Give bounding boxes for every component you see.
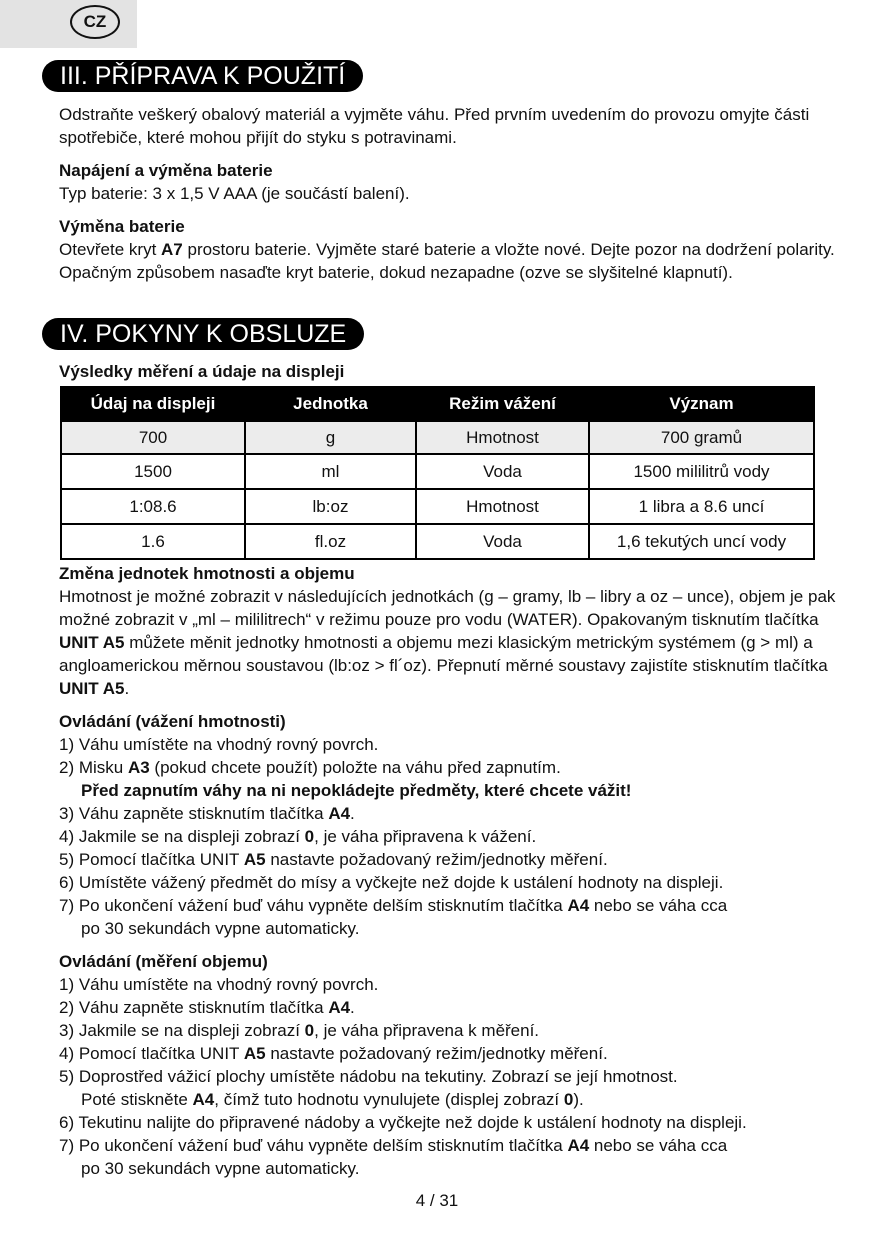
volume-step: 1) Váhu umístěte na vhodný rovný povrch.	[59, 975, 379, 994]
table-cell: 700	[61, 421, 245, 454]
table-row	[61, 421, 814, 454]
units-heading: Změna jednotek hmotnosti a objemu	[59, 564, 355, 583]
results-heading-wrap	[59, 360, 844, 383]
table-cell: 1:08.6	[61, 489, 245, 524]
table-cell: fl.oz	[245, 524, 416, 559]
weigh-heading: Ovládání (vážení hmotnosti)	[59, 712, 286, 731]
volume-step-cont: po 30 sekundách vypne automaticky.	[81, 1159, 360, 1178]
weigh-step: 4) Jakmile se na displeji zobrazí 0, je váha připravena k vážení.	[59, 827, 537, 846]
volume-step: 2) Váhu zapněte stisknutím tlačítka A4.	[59, 998, 355, 1017]
page-number: 4 / 31	[415, 1191, 459, 1210]
battery-heading: Výměna baterie	[59, 217, 185, 236]
weigh-step: 1) Váhu umístěte na vhodný rovný povrch.	[59, 735, 379, 754]
weigh-step: 5) Pomocí tlačítka UNIT A5 nastavte požadovaný režim/jednotky měření.	[59, 850, 608, 869]
volume-step: 5) Doprostřed vážicí plochy umístěte nádobu na tekutiny. Zobrazí se její hmotnost.	[59, 1067, 678, 1086]
table-row	[61, 454, 814, 489]
section-3-title: III. PŘÍPRAVA K POUŽITÍ	[42, 60, 363, 92]
table-cell: Hmotnost	[416, 421, 589, 454]
table-cell: 1500	[61, 454, 245, 489]
table-cell: g	[245, 421, 416, 454]
table-row	[61, 524, 814, 559]
section-4-body	[59, 562, 839, 1180]
volume-step-cont: Poté stiskněte A4, čímž tuto hodnotu vynulujete (displej zobrazí 0).	[81, 1090, 584, 1109]
battery-text: Otevřete kryt A7 prostoru baterie. Vyjměte staré baterie a vložte nové. Dejte pozor na dodržení polarity. Opačným způsobem nasaďte kryt baterie, dokud nezapadne (ozve se slyšitelné klapnutí).	[59, 240, 835, 282]
units-text: Hmotnost je možné zobrazit v následujících jednotkách (g – gramy, lb – libry a oz – unce), objem je pak možné zobrazit v „ml – mililitrech“ v režimu pouze pro vodu (WATER). Opakovaným tisknutím tlačítka UNIT A5 můžete měnit jednotky hmotnosti a objemu mezi klasickým metrickým systémem (g > ml) a angloamerickou měrnou soustavou (lb:oz > fl´oz). Přepnutí měrné soustavy zajistíte stisknutím tlačítka UNIT A5.	[59, 587, 836, 698]
table-cell: Voda	[416, 524, 589, 559]
table-cell: 1 libra a 8.6 uncí	[589, 489, 814, 524]
volume-heading: Ovládání (měření objemu)	[59, 952, 268, 971]
volume-step: 6) Tekutinu nalijte do připravené nádoby a vyčkejte než dojde k ustálení hodnoty na displeji.	[59, 1113, 747, 1132]
table-cell: 1500 mililitrů vody	[589, 454, 814, 489]
table-header: Údaj na displeji	[61, 387, 245, 421]
weigh-step: 2) Misku A3 (pokud chcete použít) položte na váhu před zapnutím.	[59, 758, 561, 777]
table-cell: 700 gramů	[589, 421, 814, 454]
table-cell: 1.6	[61, 524, 245, 559]
table-cell: Voda	[416, 454, 589, 489]
results-heading: Výsledky měření a údaje na displeji	[59, 362, 345, 381]
volume-step: 4) Pomocí tlačítka UNIT A5 nastavte požadovaný režim/jednotky měření.	[59, 1044, 608, 1063]
display-table	[60, 386, 815, 560]
language-tab	[0, 0, 137, 48]
intro-paragraph: Odstraňte veškerý obalový materiál a vyjměte váhu. Před prvním uvedením do provozu omyjte části spotřebiče, které mohou přijít do styku s potravinami.	[59, 105, 810, 147]
weigh-step: 3) Váhu zapněte stisknutím tlačítka A4.	[59, 804, 355, 823]
table-header: Význam	[589, 387, 814, 421]
weigh-step: 6) Umístěte vážený předmět do mísy a vyčkejte než dojde k ustálení hodnoty na displeji.	[59, 873, 724, 892]
table-cell: Hmotnost	[416, 489, 589, 524]
power-text: Typ baterie: 3 x 1,5 V AAA (je součástí balení).	[59, 184, 410, 203]
section-4-title: IV. POKYNY K OBSLUZE	[42, 318, 364, 350]
table-header: Režim vážení	[416, 387, 589, 421]
table-cell: 1,6 tekutých uncí vody	[589, 524, 814, 559]
weigh-step: 7) Po ukončení vážení buď váhu vypněte delším stisknutím tlačítka A4 nebo se váha cca	[59, 896, 728, 915]
weigh-warning: Před zapnutím váhy na ni nepokládejte předměty, které chcete vážit!	[81, 781, 632, 800]
section-3-body	[59, 103, 844, 284]
table-cell: ml	[245, 454, 416, 489]
table-row	[61, 489, 814, 524]
weigh-step-cont: po 30 sekundách vypne automaticky.	[81, 919, 360, 938]
power-heading: Napájení a výměna baterie	[59, 161, 273, 180]
table-cell: lb:oz	[245, 489, 416, 524]
language-badge: CZ	[70, 5, 120, 39]
table-header: Jednotka	[245, 387, 416, 421]
volume-step: 7) Po ukončení vážení buď váhu vypněte delším stisknutím tlačítka A4 nebo se váha cca	[59, 1136, 728, 1155]
table-header-row	[61, 387, 814, 421]
volume-step: 3) Jakmile se na displeji zobrazí 0, je váha připravena k měření.	[59, 1021, 540, 1040]
